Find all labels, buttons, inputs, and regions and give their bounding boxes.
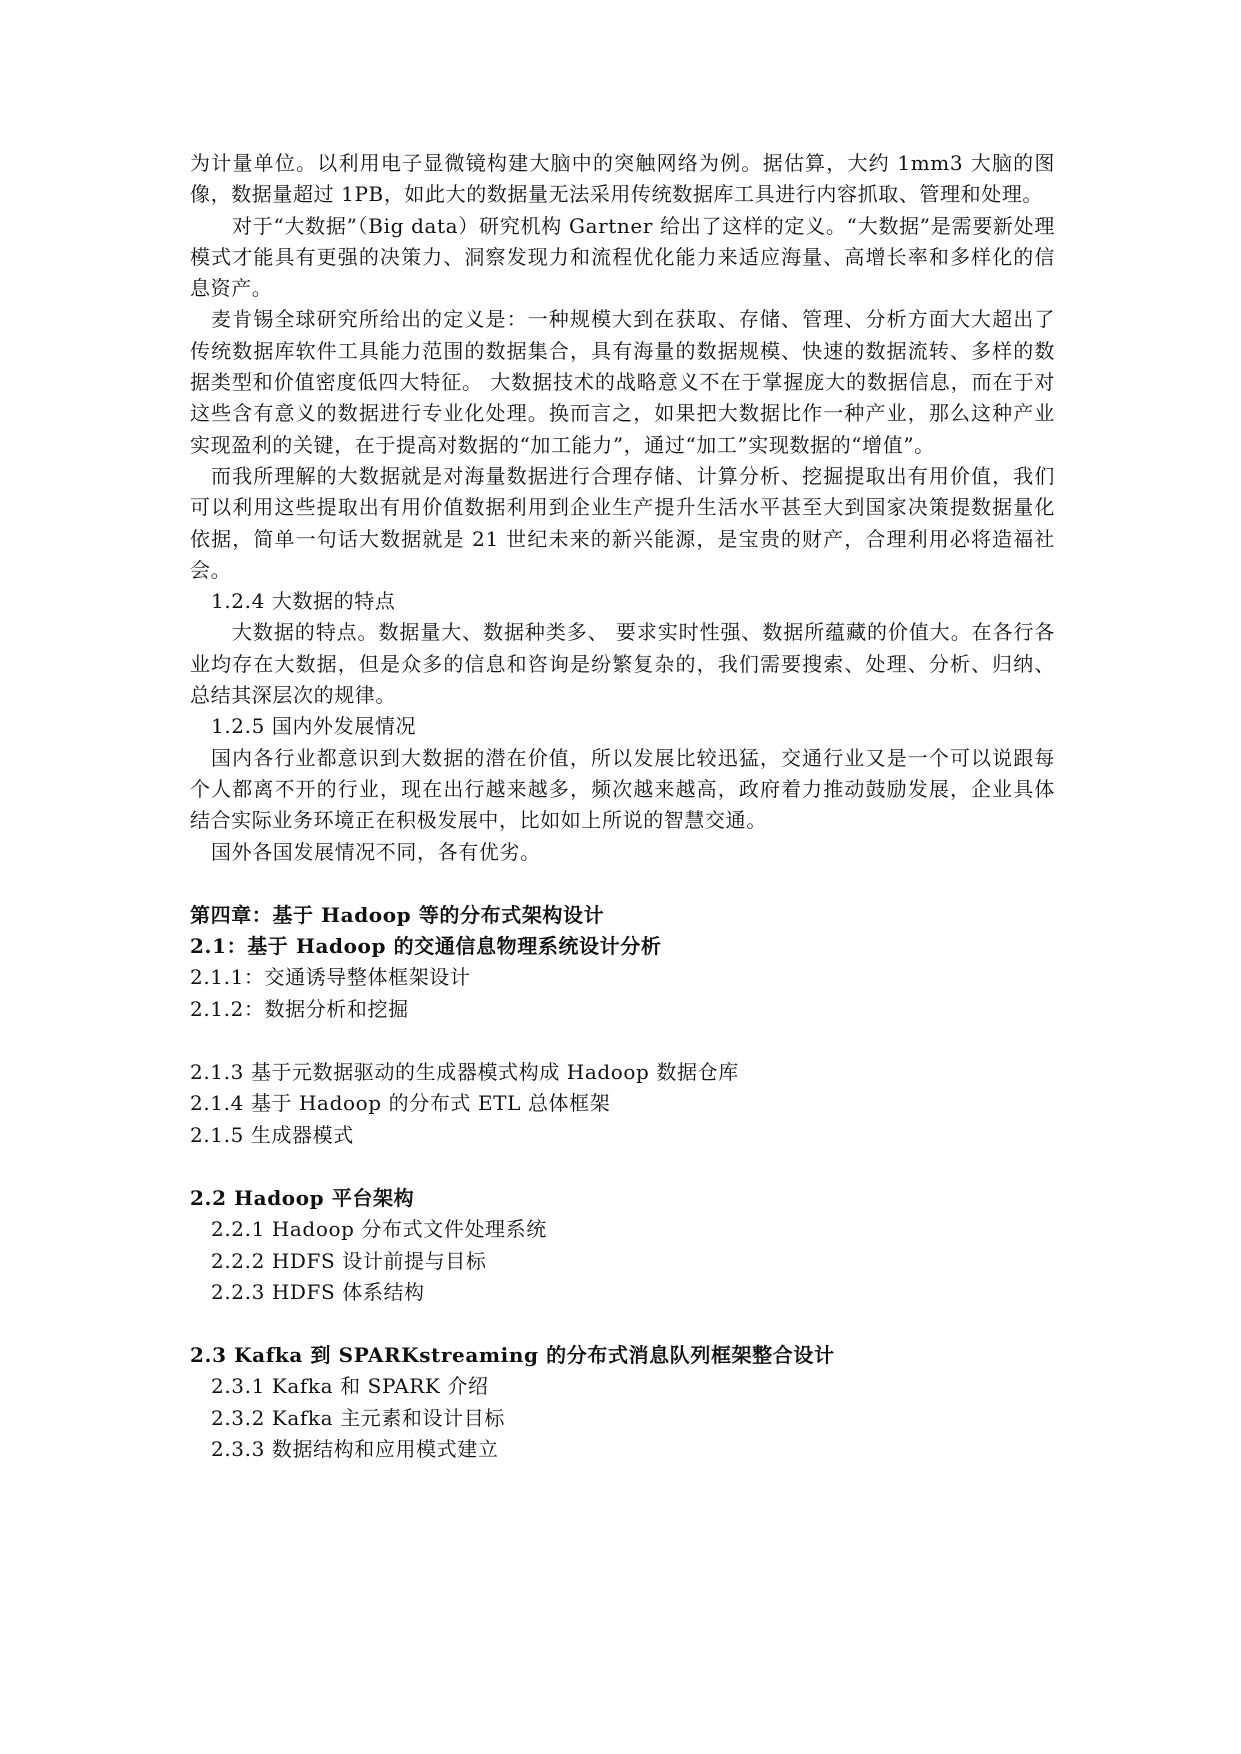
section-title-2-1: 2.1：基于 Hadoop 的交通信息物理系统设计分析	[190, 934, 662, 959]
paragraph-gartner-definition: 对于“大数据”（Big data）研究机构 Gartner 给出了这样的定义。“大数据”是需要新处理模式才能具有更强的决策力、洞察发现力和流程优化能力来适应海量、高增长率和多样化的信息资产。	[190, 213, 1055, 301]
chapter-title: 第四章：基于 Hadoop 等的分布式架构设计	[190, 902, 605, 927]
toc-item-2-2-2: 2.2.2 HDFS 设计前提与目标	[211, 1248, 487, 1273]
spacer	[190, 1025, 1055, 1057]
toc-item-2-3-1: 2.3.1 Kafka 和 SPARK 介绍	[211, 1374, 489, 1399]
paragraph-continuation: 为计量单位。以利用电子显微镜构建大脑中的突触网络为例。据估算，大约 1mm3 大脑的图像，数据量超过 1PB，如此大的数据量无法采用传统数据库工具进行内容抓取、管理和处理。	[190, 151, 1055, 207]
toc-item-2-2-3: 2.2.3 HDFS 体系结构	[211, 1279, 425, 1304]
paragraph-characteristics: 大数据的特点。数据量大、数据种类多、 要求实时性强、数据所蕴藏的价值大。在各行各业均存在大数据，但是众多的信息和咨询是纷繁复杂的，我们需要搜索、处理、分析、归纳、总结其深层次的规律。	[190, 620, 1055, 708]
spacer	[190, 1308, 1055, 1340]
spacer	[190, 868, 1055, 900]
toc-item-2-1-1: 2.1.1：交通诱导整体框架设计	[190, 965, 471, 990]
toc-item-2-2-1: 2.2.1 Hadoop 分布式文件处理系统	[211, 1217, 547, 1242]
paragraph-foreign-development: 国外各国发展情况不同，各有优劣。	[211, 839, 541, 864]
toc-item-2-3-3: 2.3.3 数据结构和应用模式建立	[211, 1436, 499, 1461]
spacer	[190, 1151, 1055, 1183]
toc-item-2-1-2: 2.1.2：数据分析和挖掘	[190, 996, 409, 1021]
section-heading-1-2-5: 1.2.5 国内外发展情况	[211, 714, 417, 739]
paragraph-mckinsey-definition: 麦肯锡全球研究所给出的定义是：一种规模大到在获取、存储、管理、分析方面大大超出了传统数据库软件工具能力范围的数据集合，具有海量的数据规模、快速的数据流转、多样的数据类型和价值密度低四大特征。 大数据技术的战略意义不在于掌握庞大的数据信息，而在于对这些含有意义的数据进行专业化处理。换而言之，如果把大数据比作一种产业，那么这种产业实现盈利的关键，在于提高对数据的“加工能力”，通过“加工”实现数据的“增值”。	[190, 307, 1055, 457]
section-heading-1-2-4: 1.2.4 大数据的特点	[211, 589, 396, 614]
toc-item-2-1-4: 2.1.4 基于 Hadoop 的分布式 ETL 总体框架	[190, 1091, 611, 1116]
section-title-2-3: 2.3 Kafka 到 SPARKstreaming 的分布式消息队列框架整合设计	[190, 1343, 835, 1368]
document-body	[190, 148, 1055, 1465]
section-title-2-2: 2.2 Hadoop 平台架构	[190, 1185, 415, 1210]
toc-item-2-3-2: 2.3.2 Kafka 主元素和设计目标	[211, 1405, 505, 1430]
paragraph-personal-understanding: 而我所理解的大数据就是对海量数据进行合理存储、计算分析、挖掘提取出有用价值，我们可以利用这些提取出有用价值数据利用到企业生产提升生活水平甚至大到国家决策提数据量化依据，简单一句话大数据就是 21 世纪未来的新兴能源，是宝贵的财产，合理利用必将造福社会。	[190, 463, 1055, 582]
paragraph-domestic-development: 国内各行业都意识到大数据的潜在价值，所以发展比较迅猛，交通行业又是一个可以说跟每个人都离不开的行业，现在出行越来越多，频次越来越高，政府着力推动鼓励发展，企业具体结合实际业务环境正在积极发展中，比如如上所说的智慧交通。	[190, 745, 1055, 833]
toc-item-2-1-5: 2.1.5 生成器模式	[190, 1122, 354, 1147]
toc-item-2-1-3: 2.1.3 基于元数据驱动的生成器模式构成 Hadoop 数据仓库	[190, 1060, 739, 1085]
